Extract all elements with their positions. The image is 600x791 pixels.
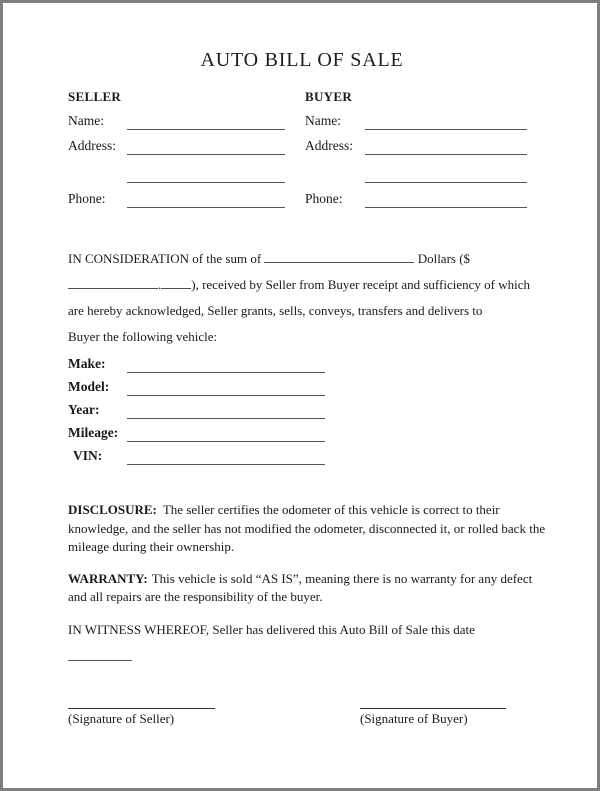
seller-signature-block: [68, 708, 215, 727]
seller-address-label: Address:: [68, 138, 116, 153]
buyer-address-field-line: [365, 136, 527, 155]
page-title: AUTO BILL OF SALE: [200, 49, 404, 71]
buyer-phone-row: [305, 183, 527, 208]
seller-column: [68, 89, 285, 208]
mileage-label: Mileage:: [68, 425, 119, 440]
vin-row: [68, 442, 536, 465]
mileage-field-line: [127, 423, 325, 442]
parties-section: [68, 89, 536, 208]
buyer-address-row: [305, 130, 527, 155]
model-row: [68, 373, 536, 396]
seller-address2-field-line: [127, 164, 285, 183]
consideration-line-2: [68, 272, 538, 298]
seller-name-label: Name:: [68, 113, 104, 128]
seller-address-field-line: [127, 136, 285, 155]
buyer-address2-row: [305, 158, 527, 183]
consideration-line2-text: ), received by Seller from Buyer receipt and sufficiency of which: [191, 277, 530, 292]
buyer-column: [305, 89, 527, 208]
consideration-line-1: [68, 246, 538, 272]
buyer-name-row: [305, 105, 527, 130]
sum-amount-words-field-line: [264, 251, 414, 263]
vin-label: VIN:: [73, 448, 103, 463]
seller-name-field-line: [127, 111, 285, 130]
consideration-paragraph: [68, 246, 538, 350]
sum-cents-field-line: [161, 277, 191, 289]
warranty-paragraph: [68, 570, 554, 607]
disclosure-label: DISCLOSURE:: [68, 502, 157, 517]
buyer-signature-block: [360, 708, 506, 727]
sum-dollars-field-line: [68, 277, 158, 289]
seller-phone-field-line: [127, 189, 285, 208]
buyer-address-label: Address:: [305, 138, 353, 153]
decimal-point: .: [158, 277, 162, 292]
witness-statement: IN WITNESS WHEREOF, Seller has delivered this Auto Bill of Sale this date: [68, 621, 475, 637]
consideration-dollars-label: Dollars ($: [417, 251, 471, 266]
buyer-phone-label: Phone:: [305, 191, 343, 206]
signatures-section: [68, 708, 536, 727]
year-field-line: [127, 400, 325, 419]
seller-phone-row: [68, 183, 285, 208]
year-row: [68, 396, 536, 419]
model-field-line: [127, 377, 325, 396]
buyer-name-label: Name:: [305, 113, 341, 128]
disclosure-text: The seller certifies the odometer of this vehicle is correct to their knowledge, and the seller has not modified the odometer, disconnected it, or rolled back the mileage during their ownership.: [68, 502, 546, 554]
seller-address-row: [68, 130, 285, 155]
buyer-name-field-line: [365, 111, 527, 130]
buyer-phone-field-line: [365, 189, 527, 208]
year-label: Year:: [68, 402, 100, 417]
make-row: [68, 350, 536, 373]
seller-address2-row: [68, 158, 285, 183]
make-field-line: [127, 354, 325, 373]
seller-name-row: [68, 105, 285, 130]
buyer-signature-caption: (Signature of Buyer): [360, 710, 468, 726]
consideration-line-4: Buyer the following vehicle:: [68, 329, 218, 344]
vehicle-details-section: [68, 350, 536, 465]
seller-heading: SELLER: [68, 89, 122, 104]
warranty-text: This vehicle is sold “AS IS”, meaning there is no warranty for any defect and all repairs are the responsibility of the buyer.: [68, 570, 533, 604]
model-label: Model:: [68, 379, 110, 394]
consideration-line-3: are hereby acknowledged, Seller grants, sells, conveys, transfers and delivers to: [68, 303, 483, 318]
consideration-intro: IN CONSIDERATION of the sum of: [68, 251, 262, 266]
date-field-line: [68, 645, 132, 661]
buyer-heading: BUYER: [305, 89, 353, 104]
date-row: [68, 645, 536, 666]
buyer-address2-field-line: [365, 164, 527, 183]
seller-phone-label: Phone:: [68, 191, 106, 206]
seller-signature-caption: (Signature of Seller): [68, 710, 175, 726]
warranty-label: WARRANTY:: [68, 570, 148, 586]
disclosure-paragraph: [68, 501, 554, 557]
mileage-row: [68, 419, 536, 442]
vin-field-line: [127, 446, 325, 465]
make-label: Make:: [68, 356, 106, 371]
